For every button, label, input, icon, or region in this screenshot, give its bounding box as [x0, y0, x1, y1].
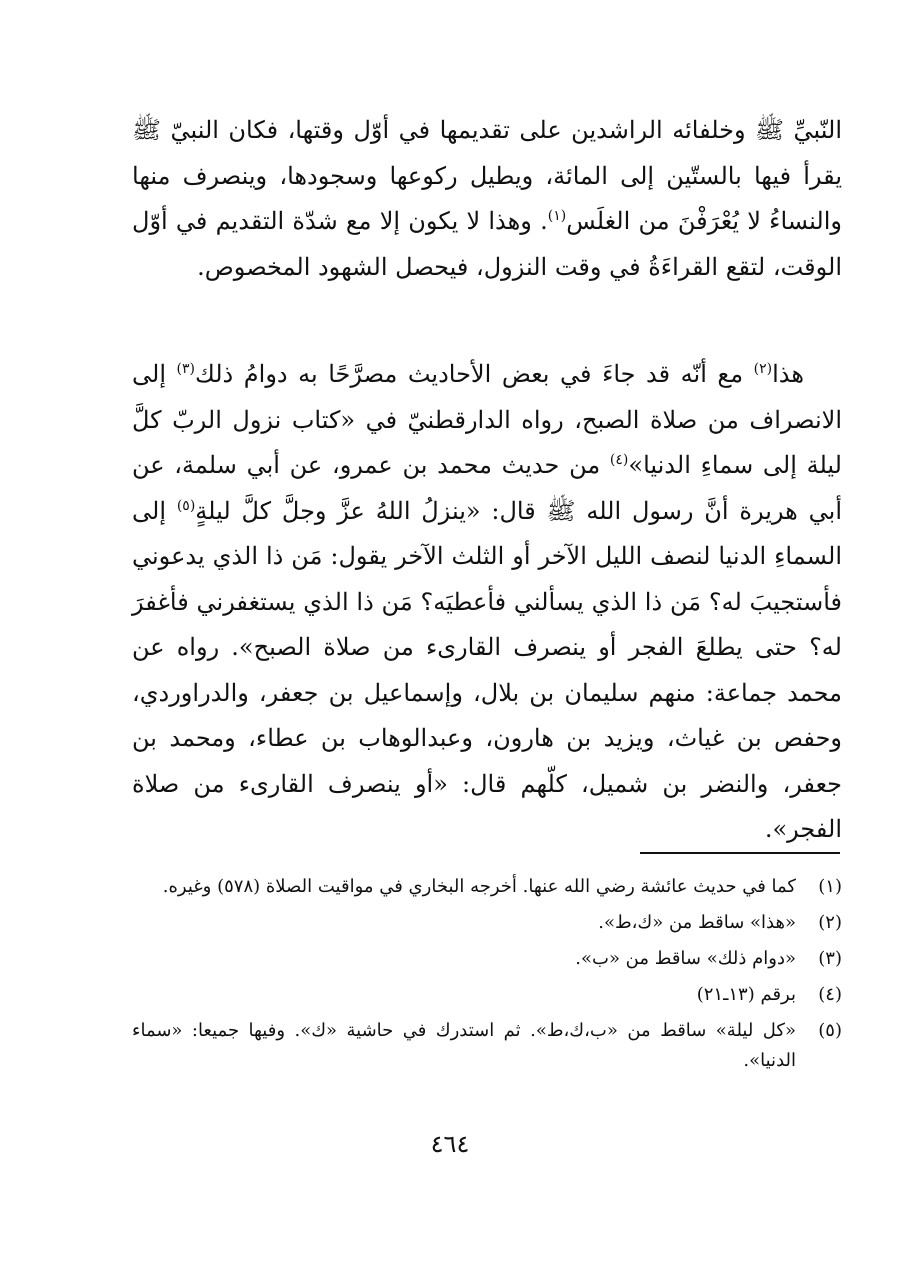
footnote-text: «هذا» ساقط من «ك،ط». [598, 912, 796, 933]
footnote-number: (٣) [818, 948, 842, 969]
footnote-text: «كل ليلة» ساقط من «ب،ك،ط». ثم استدرك في حاشية «ك». وفيها جميعا: «سماء الدنيا». [132, 1020, 796, 1071]
footnote-text: «دوام ذلك» ساقط من «ب». [575, 948, 796, 969]
paragraph-2-part-1: هذا [772, 360, 804, 388]
footnote-2 [132, 908, 842, 938]
footnote-number: (١) [818, 876, 842, 897]
footnote-number: (٢) [818, 912, 842, 933]
paragraph-2-part-3: إلى الانصراف من صلاة الصبح، رواه الدارقطنيّ في «كتاب نزول الربّ كلَّ ليلة إلى سماءِ الدنيا» [132, 360, 842, 479]
footnote-ref-5[interactable]: (٥) [176, 497, 196, 514]
paragraph-1 [132, 108, 842, 290]
paragraph-2-part-5: إلى السماءِ الدنيا لنصف الليل الآخر أو الثلث الآخر يقول: مَن ذا الذي يدعوني فأستجيبَ له؟ مَن ذا الذي يسألني فأعطيَه؟ مَن ذا الذي يستغفرني فأغفرَ له؟ حتى يطلعَ الفجر أو ينصرف القارىء من صلاة الصبح». رواه عن محمد جماعة: منهم سليمان بن بلال، وإسماعيل بن جعفر، والدراوردي، وحفص بن غياث، ويزيد بن هارون، وعبدالوهاب بن عطاء، ومحمد بن جعفر، والنضر بن شميل، كلّهم قال: «أو ينصرف القارىء من صلاة الفجر». [132, 496, 842, 843]
paragraph-2-part-4: من حديث محمد بن عمرو، عن أبي سلمة، عن أبي هريرة أنَّ رسول الله ﷺ قال: «ينزلُ اللهُ عزَّ وجلَّ كلَّ ليلةٍ [132, 451, 842, 525]
footnote-number: (٥) [818, 1020, 842, 1041]
footnote-number: (٤) [818, 984, 842, 1005]
footnote-divider [640, 852, 840, 854]
footnote-5 [132, 1016, 842, 1076]
paragraph-2 [132, 352, 842, 853]
paragraph-1-text-after: . وهذا لا يكون إلا مع شدّة التقديم في أوّل الوقت، لتقع القراءَةُ في وقت النزول، فيحصل الشهود المخصوص. [132, 207, 842, 281]
footnote-ref-2[interactable]: (٢) [753, 361, 773, 377]
paragraph-1-text: النّبيِّ ﷺ وخلفائه الراشدين على تقديمها في أوّل وقتها، فكان النبيّ ﷺ يقرأ فيها بالستّين إلى المائة، ويطيل ركوعها وسجودها، وينصرف منها والنساءُ لا يُعْرَفْنَ من الغلَس [132, 116, 842, 235]
footnote-ref-3[interactable]: (٣) [176, 361, 196, 377]
footnote-text: كما في حديث عائشة رضي الله عنها. أخرجه البخاري في مواقيت الصلاة (٥٧٨) وغيره. [162, 876, 796, 897]
footnote-3 [132, 944, 842, 974]
footnote-text: برقم (١٣ـ٢١) [696, 984, 796, 1005]
footnote-1 [132, 872, 842, 902]
footnote-4 [132, 980, 842, 1010]
footnotes-section [132, 872, 842, 1082]
footnote-ref-1[interactable]: (١) [547, 208, 567, 224]
page-number: ٤٦٤ [430, 1130, 470, 1158]
paragraph-2-part-2: مع أنّه قد جاءَ في بعض الأحاديث مصرَّحًا به دوامُ ذلك [195, 360, 754, 388]
footnote-ref-4[interactable]: (٤) [609, 452, 629, 468]
